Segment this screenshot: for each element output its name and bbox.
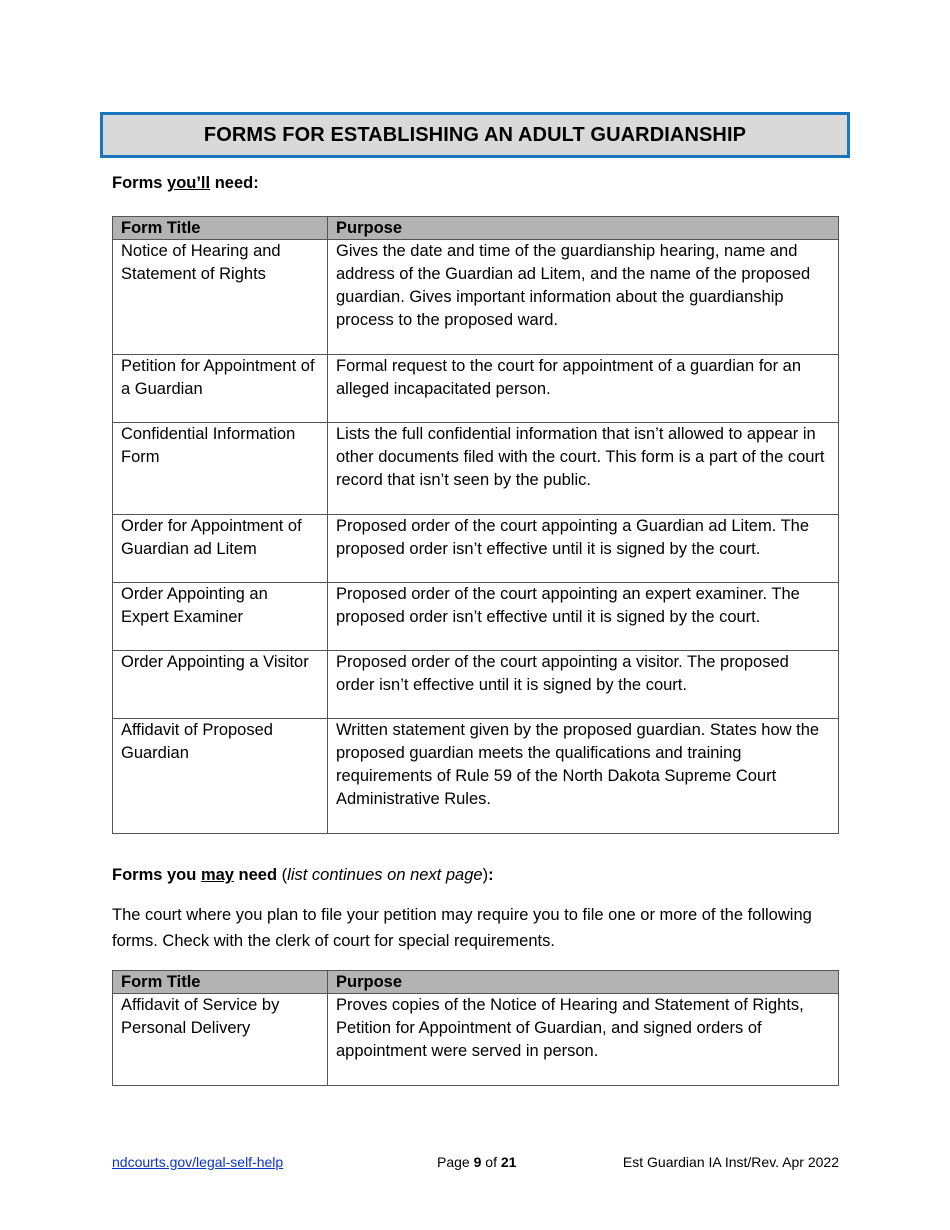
table-header-row (113, 971, 839, 994)
heading-paren-open: ( (277, 866, 288, 884)
table-row (113, 355, 839, 423)
heading-post: need: (210, 174, 259, 192)
form-title-cell: Notice of Hearing and Statement of Rights (113, 240, 328, 355)
page-number (437, 1154, 516, 1170)
revision-info: Est Guardian IA Inst/Rev. Apr 2022 (622, 1154, 839, 1170)
table-row (113, 719, 839, 834)
form-title-cell: Order Appointing a Visitor (113, 651, 328, 719)
heading-pre: Forms (112, 174, 168, 192)
intro-paragraph: The court where you plan to file your petition may require you to file one or more of the following forms. Check with the clerk of court for special requirements. (112, 906, 812, 950)
form-title-cell: Affidavit of Service by Personal Delivery (113, 994, 328, 1086)
heading-colon: : (488, 866, 494, 884)
purpose-cell: Proposed order of the court appointing a visitor. The proposed order isn’t effective until it is signed by the court. (328, 651, 839, 719)
optional-forms-table (112, 970, 839, 1086)
heading-underlined: may (200, 866, 234, 884)
table-header-row (113, 217, 839, 240)
heading-note: list continues on next page (287, 866, 483, 884)
table-row (113, 240, 839, 355)
purpose-cell: Proves copies of the Notice of Hearing and Statement of Rights, Petition for Appointment of Guardian, and signed orders of appointment were served in person. (328, 994, 839, 1086)
purpose-cell: Gives the date and time of the guardianship hearing, name and address of the Guardian ad Litem, and the name of the proposed guardian. Gives important information about the guardianship process to the proposed ward. (328, 240, 839, 355)
page-of-word: of (481, 1154, 501, 1170)
header-purpose: Purpose (328, 217, 839, 240)
legal-self-help-link[interactable]: ndcourts.gov/legal-self-help (112, 1154, 284, 1170)
purpose-cell: Written statement given by the proposed guardian. States how the proposed guardian meets the qualifications and training requirements of Rule 59 of the North Dakota Supreme Court Administrative Rules. (328, 719, 839, 834)
page-total: 21 (500, 1154, 517, 1170)
header-form-title: Form Title (113, 971, 328, 994)
page-title: FORMS FOR ESTABLISHING AN ADULT GUARDIANSHIP (203, 123, 747, 146)
table-row (113, 651, 839, 719)
heading-underlined: you’ll (167, 174, 211, 192)
form-title-cell: Confidential Information Form (113, 423, 328, 515)
header-purpose: Purpose (328, 971, 839, 994)
heading-post: need (233, 866, 278, 884)
form-title-cell: Affidavit of Proposed Guardian (113, 719, 328, 834)
heading-paren-close: ) (482, 866, 489, 884)
form-title-cell: Order Appointing an Expert Examiner (113, 583, 328, 651)
page-current: 9 (473, 1154, 482, 1170)
table-row (113, 423, 839, 515)
form-title-cell: Order for Appointment of Guardian ad Litem (113, 515, 328, 583)
section-heading-required (112, 174, 259, 193)
title-box (100, 112, 850, 158)
form-title-cell: Petition for Appointment of a Guardian (113, 355, 328, 423)
section-heading-optional (112, 866, 494, 885)
purpose-cell: Proposed order of the court appointing an expert examiner. The proposed order isn’t effective until it is signed by the court. (328, 583, 839, 651)
table-row (113, 583, 839, 651)
footer (112, 1154, 839, 1174)
header-form-title: Form Title (113, 217, 328, 240)
purpose-cell: Proposed order of the court appointing a Guardian ad Litem. The proposed order isn’t effective until it is signed by the court. (328, 515, 839, 583)
page-word: Page (437, 1154, 474, 1170)
table-row (113, 994, 839, 1086)
purpose-cell: Formal request to the court for appointment of a guardian for an alleged incapacitated person. (328, 355, 839, 423)
heading-pre: Forms you (112, 866, 201, 884)
table-row (113, 515, 839, 583)
purpose-cell: Lists the full confidential information that isn’t allowed to appear in other documents filed with the court. This form is a part of the court record that isn’t seen by the public. (328, 423, 839, 515)
required-forms-table (112, 216, 839, 834)
